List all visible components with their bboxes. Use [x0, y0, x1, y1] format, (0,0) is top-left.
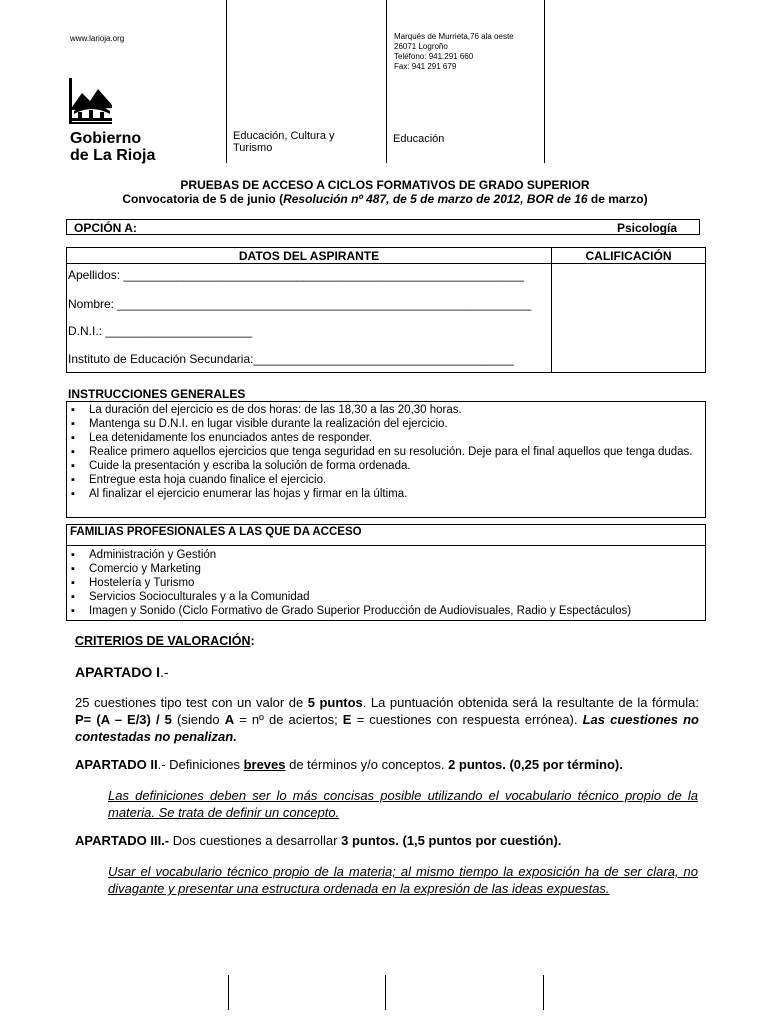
exam-subtitle	[0, 192, 770, 206]
address-line: Fax: 941 291 679	[394, 62, 457, 71]
direccion-name: Educación	[393, 133, 445, 145]
section-1-title	[75, 664, 169, 681]
instructions-title: INSTRUCCIONES GENERALES	[68, 387, 246, 401]
criteria-title-text: CRITERIOS DE VALORACIÓN	[75, 634, 251, 648]
s2-text: .- Definiciones	[157, 757, 244, 772]
instructions-box	[66, 401, 706, 518]
instruction-item: ▪ Mantenga su D.N.I. en lugar visible durante la realización del ejercicio.	[67, 417, 705, 431]
school-field[interactable]: Instituto de Educación Secundaria:_______________________________________	[68, 352, 514, 366]
subtitle-part-a: Convocatoria de 5 de junio (	[122, 192, 284, 206]
s1-points: 5 puntos	[307, 695, 363, 710]
footer-divider-2	[385, 975, 386, 1010]
consejeria-line-1: Educación, Cultura y	[233, 130, 335, 142]
header-divider-3	[544, 0, 545, 163]
option-bar	[66, 219, 700, 235]
instruction-item: ▪ Al finalizar el ejercicio enumerar las hojas y firmar en la última.	[67, 487, 705, 501]
address-line: 26071 Logroño	[394, 42, 448, 51]
instruction-item: ▪ Realice primero aquellos ejercicios que tenga seguridad en su resolución. Deje para el final aquellos que tenga dudas.	[67, 445, 705, 459]
criteria-title	[75, 634, 255, 648]
address-line: Marqués de Murrieta,76 ala oeste	[394, 32, 514, 41]
s1-text: 25 cuestiones tipo test con un valor de	[75, 695, 308, 710]
s1-var-a: A	[224, 712, 235, 727]
s1-var-e: E	[342, 712, 352, 727]
grade-header: CALIFICACIÓN	[585, 249, 672, 263]
instruction-item: ▪ Entregue esta hoja cuando finalice el ejercicio.	[67, 473, 705, 487]
s3-text: Dos cuestiones a desarrollar	[169, 833, 342, 848]
families-box	[66, 524, 706, 621]
section-1-title-text: APARTADO I	[75, 664, 161, 680]
instructions-list	[67, 402, 705, 501]
exam-title: PRUEBAS DE ACCESO A CICLOS FORMATIVOS DE GRADO SUPERIOR	[180, 178, 590, 192]
family-item: ▪ Imagen y Sonido (Ciclo Formativo de Grado Superior Producción de Audiovisuales, Radio y Espectáculos)	[67, 604, 705, 618]
section-2-title	[75, 756, 705, 773]
s1-text: . La puntuación obtenida será la resultante de la fórmula:	[362, 695, 700, 710]
section-2-note: Las definiciones deben ser lo más concisas posible utilizando el vocabulario técnico propio de la materia. Se trata de definir un concepto.	[108, 788, 698, 820]
applicant-header: DATOS DEL ASPIRANTE	[238, 249, 380, 263]
consejeria-name	[233, 130, 335, 154]
option-label: OPCIÓN A:	[74, 221, 137, 235]
subtitle-part-c: de marzo)	[587, 192, 648, 206]
government-name	[70, 130, 155, 164]
family-item: ▪ Servicios Socioculturales y a la Comunidad	[67, 590, 705, 604]
family-item: ▪ Comercio y Marketing	[67, 562, 705, 576]
website-text: www.larioja.org	[70, 34, 125, 43]
family-item: ▪ Hostelería y Turismo	[67, 576, 705, 590]
dni-field[interactable]: D.N.I.: ______________________	[68, 324, 253, 338]
s2-brief: breves	[243, 757, 286, 772]
section-1-title-suffix: .-	[160, 664, 169, 680]
instruction-item: ▪ La duración del ejercicio es de dos horas: de las 18,30 a las 20,30 horas.	[67, 403, 705, 417]
address-block	[394, 32, 514, 72]
criteria-title-colon: :	[250, 634, 255, 648]
families-title: FAMILIAS PROFESIONALES A LAS QUE DA ACCESO	[70, 526, 362, 538]
surname-field[interactable]: Apellidos: ____________________________________________________________	[68, 268, 524, 282]
address-line: Teléfono: 941.291 660	[394, 52, 474, 61]
government-line-2: de La Rioja	[70, 147, 156, 164]
consejeria-line-2: Turismo	[233, 142, 273, 154]
s2-title: APARTADO II	[75, 757, 158, 772]
subtitle-resolution: Resolución nº 487, de 5 de marzo de 2012, BOR de 16	[283, 192, 588, 206]
s1-no-penalty: Las cuestiones no contestadas no penalizan.	[75, 712, 699, 744]
instruction-item: ▪ Cuide la presentación y escriba la solución de forma ordenada.	[67, 459, 705, 473]
footer-divider-3	[543, 975, 544, 1010]
s1-text: (siendo	[171, 712, 225, 727]
s1-text: = cuestiones con respuesta errónea).	[351, 712, 583, 727]
s2-points: 2 puntos. (0,25 por término).	[448, 757, 623, 772]
s3-points: 3 puntos. (1,5 puntos por cuestión).	[341, 833, 562, 848]
section-3-note: Usar el vocabulario técnico propio de la materia; al mismo tiempo la exposición ha de ser clara, no divagante y presentar una estructura ordenada en la expresión de las ideas expuestas.	[108, 864, 698, 896]
subject-name: Psicología	[616, 221, 677, 235]
instruction-item: ▪ Lea detenidamente los enunciados antes de responder.	[67, 431, 705, 445]
la-rioja-coat-of-arms-icon	[68, 77, 114, 125]
section-1-body	[75, 694, 699, 745]
s1-text: = nº de aciertos;	[234, 712, 343, 727]
families-list	[67, 548, 705, 618]
header-divider-2	[386, 0, 387, 163]
s1-formula: P= (A – E/3) / 5	[75, 712, 172, 727]
section-3-title	[75, 832, 705, 849]
government-line-1: Gobierno	[70, 130, 142, 147]
families-header-rule	[67, 545, 705, 546]
family-item: ▪ Administración y Gestión	[67, 548, 705, 562]
s2-text: de términos y/o conceptos.	[285, 757, 449, 772]
s3-title: APARTADO III.-	[75, 833, 170, 848]
header-divider-1	[226, 0, 227, 163]
grade-box[interactable]	[552, 264, 705, 372]
footer-divider-1	[228, 975, 229, 1010]
name-field[interactable]: Nombre: ______________________________________________________________	[68, 297, 532, 311]
